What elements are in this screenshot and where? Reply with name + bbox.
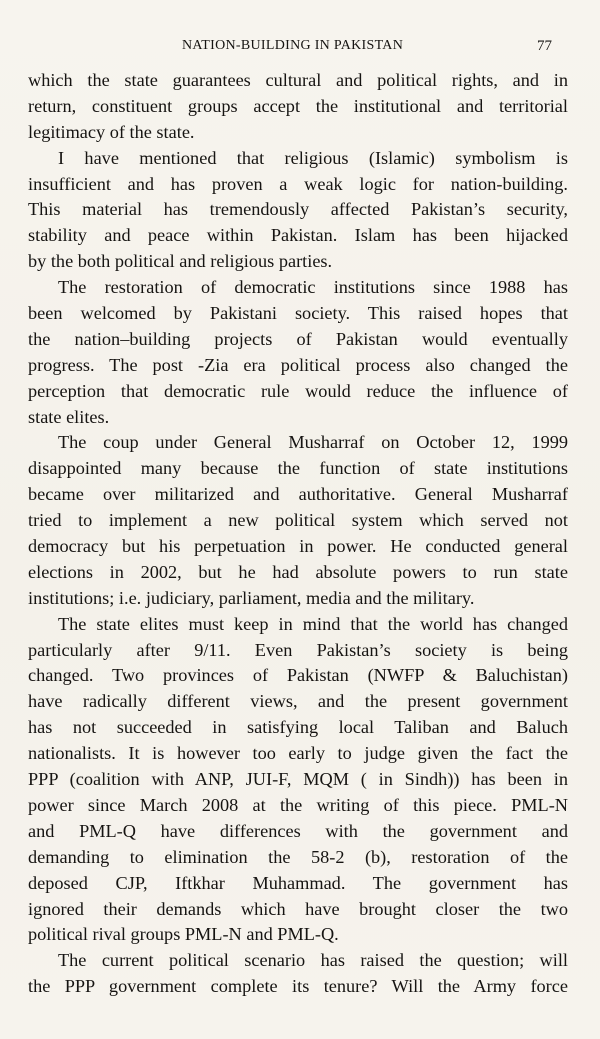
text-line: insufficient and has proven a weak logic for nation-building. [28,173,568,194]
text-line: the nation–building projects of Pakistan would eventually [28,328,568,349]
text-line: tried to implement a new political system which served not [28,510,568,531]
text-line: progress. The post -Zia era political process also changed the [28,354,568,375]
text-line: been welcomed by Pakistani society. This raised hopes that [28,303,568,324]
running-header [0,38,600,62]
text-line: power since March 2008 at the writing of this piece. PML-N [28,794,568,815]
text-line: perception that democratic rule would reduce the influence of [28,380,568,401]
text-line: deposed CJP, Iftkhar Muhammad. The government has [28,872,568,893]
text-line: ignored their demands which have brought closer the two [28,898,568,919]
text-line: PPP (coalition with ANP, JUI-F, MQM ( in Sindh)) has been in [28,769,568,790]
text-line: the PPP government complete its tenure? Will the Army force [28,976,568,997]
text-line: changed. Two provinces of Pakistan (NWFP & Baluchistan) [28,665,568,686]
text-line: I have mentioned that religious (Islamic) symbolism is [58,147,568,168]
text-line: return, constituent groups accept the institutional and territorial [28,95,568,116]
text-line: stability and peace within Pakistan. Islam has been hijacked [28,225,568,246]
page-number: 77 [537,38,552,54]
text-line: institutions; i.e. judiciary, parliament, media and the military. [28,587,475,608]
text-line: and PML-Q have differences with the government and [28,820,568,841]
text-line: The state elites must keep in mind that the world has changed [58,613,568,634]
text-line: by the both political and religious parties. [28,251,333,272]
text-line: nationalists. It is however too early to judge given the fact the [28,743,568,764]
text-line: became over militarized and authoritative. General Musharraf [28,484,568,505]
text-line: This material has tremendously affected Pakistan’s security, [28,199,568,220]
text-line: The restoration of democratic institutions since 1988 has [58,277,568,298]
running-title: NATION-BUILDING IN PAKISTAN [182,38,404,53]
text-line: legitimacy of the state. [28,121,195,142]
text-line: have radically different views, and the present government [28,691,568,712]
body-text [28,68,568,1000]
text-line: demanding to elimination the 58-2 (b), restoration of the [28,846,568,867]
text-line: disappointed many because the function of state institutions [28,458,568,479]
text-line: elections in 2002, but he had absolute powers to run state [28,561,568,582]
text-line: political rival groups PML-N and PML-Q. [28,924,339,945]
text-line: has not succeeded in satisfying local Taliban and Baluch [28,717,568,738]
text-line: which the state guarantees cultural and political rights, and in [28,70,568,90]
text-line: democracy but his perpetuation in power. He conducted general [28,536,568,557]
text-line: The coup under General Musharraf on October 12, 1999 [58,432,568,453]
text-line: particularly after 9/11. Even Pakistan’s society is being [28,639,568,660]
text-line: state elites. [28,406,110,427]
text-line: The current political scenario has raised the question; will [58,950,568,971]
